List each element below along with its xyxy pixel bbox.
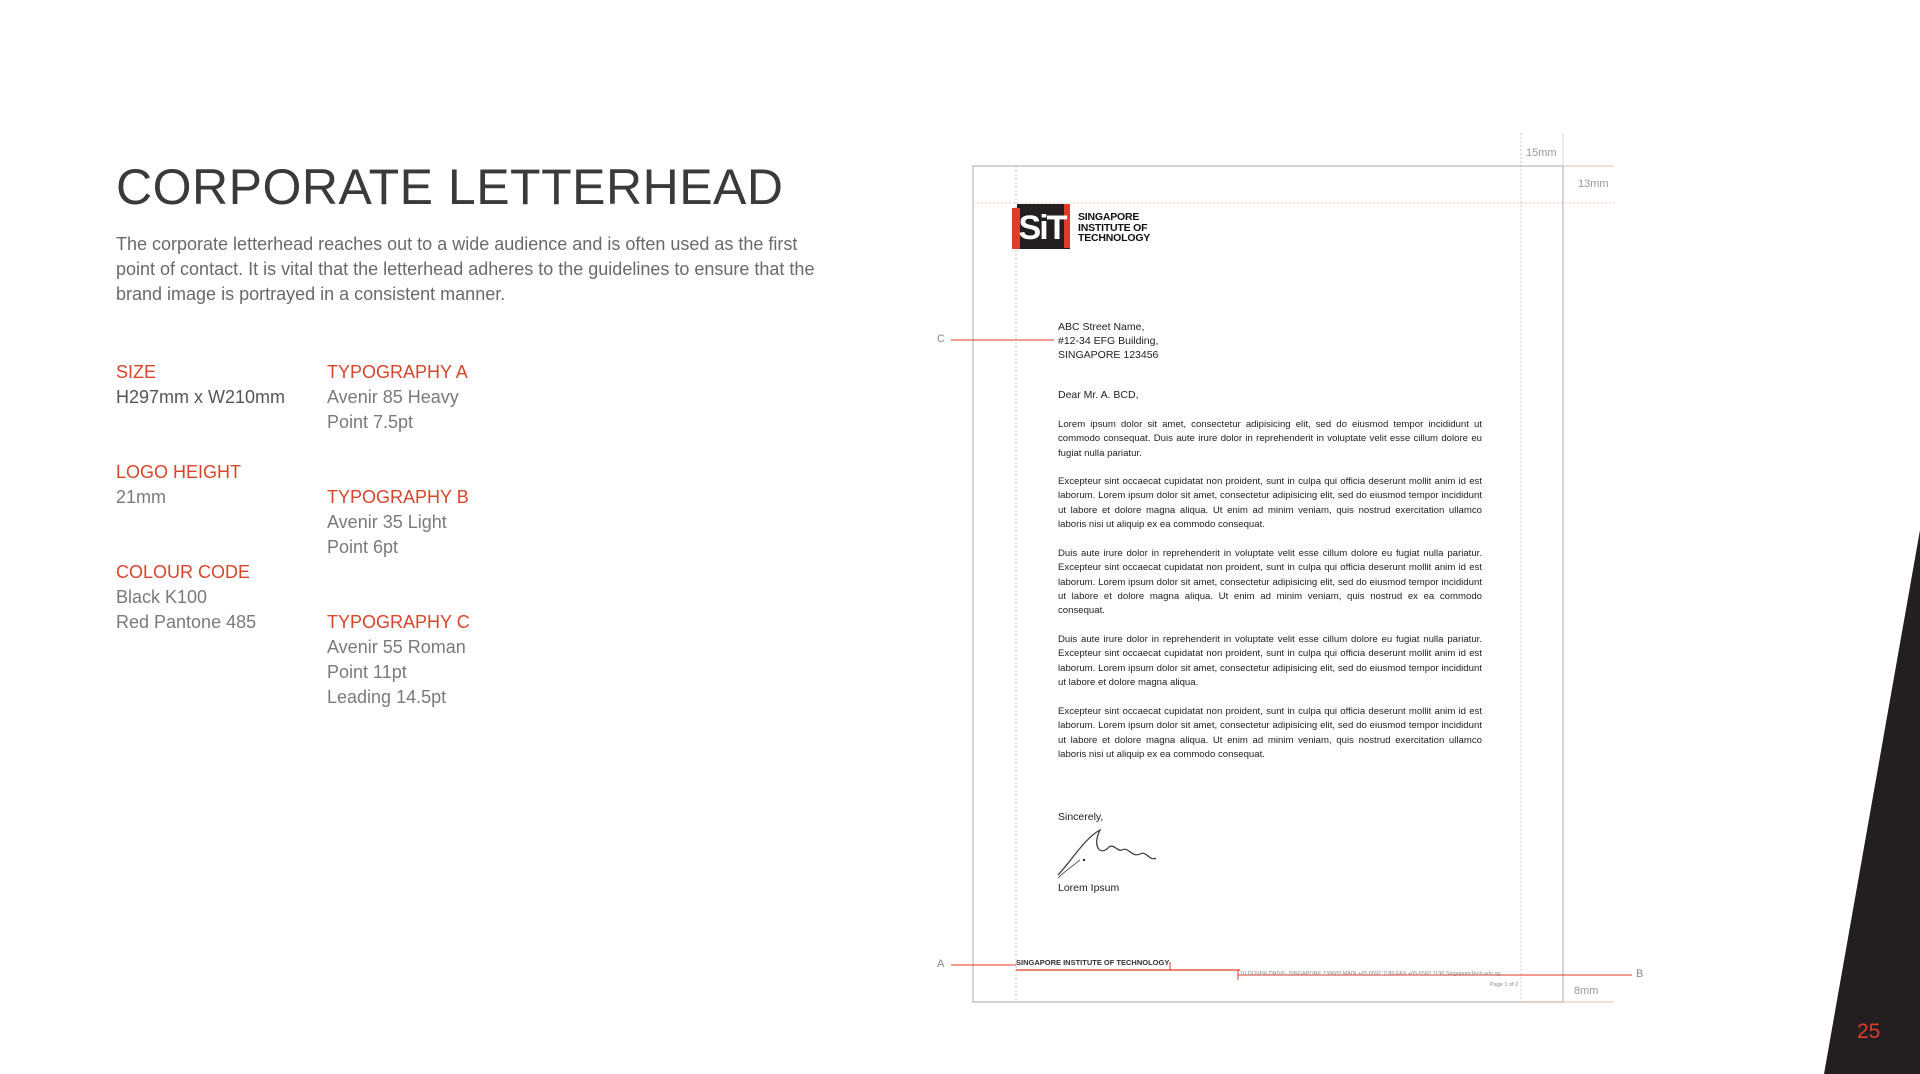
spec-logo-height-value: 21mm [116,487,167,507]
marker-b: B [1636,968,1644,980]
logo-wordmark [1078,212,1150,244]
spec-typography-a-value: Avenir 85 Heavy [327,387,459,407]
logo-wordmark-line: TECHNOLOGY [1078,232,1151,244]
marker-a: A [937,958,945,970]
letter-paragraph: Duis aute irure dolor in reprehenderit in voluptate velit esse cillum dolore eu fugiat nulla pariatur. Excepteur sint occaecat cupidatat non proident, sunt in culpa qui officia deserunt mollit anim id est laborum. Lorem ipsum dolor sit amet, consectetur adipisicing elit, sed do eiusmod tempor incididunt ut labore et dolore magna aliqua. Ut enim ad minim veniam, quis nostrud ex ea commodo consequat. [1058,548,1482,617]
footer-address: 10 DOVER DRIVE, SINGAPORE 138683 MAIN +65 6592 1189 FAX +65 6592 1190 SingaporeTech.edu.sg [1240,971,1501,977]
spec-typography-c-value: Leading 14.5pt [327,687,447,707]
letter-paragraph: Excepteur sint occaecat cupidatat non proident, sunt in culpa qui officia deserunt mollit anim id est laborum. Lorem ipsum dolor sit amet, consectetur adipisicing elit, sed do eiusmod tempor incididunt ut labore et dolore magna aliqua. Ut enim ad minim veniam, quis nostrud exercitation ullamco laboris nisi ut aliquip ex ea commodo consequat. [1058,476,1482,530]
spec-typography-a-value: Point 7.5pt [327,412,414,432]
logo-mark: SiT [1018,209,1066,247]
logo-wordmark-line: INSTITUTE OF [1078,221,1148,234]
spec-typography-c-value: Point 11pt [327,662,407,682]
spec-typography-a-label: TYPOGRAPHY A [327,362,468,382]
slide-number: 25 [1857,1020,1881,1043]
closing: Sincerely, [1058,811,1104,823]
spec-colour-code-value: Black K100 [116,587,208,607]
spec-typography-b-value: Point 6pt [327,537,399,557]
spec-size-value: H297mm x W210mm [116,387,286,407]
page-title: CORPORATE LETTERHEAD [116,159,784,215]
logo-wordmark-line: SINGAPORE [1078,211,1140,223]
letter-paragraph: Lorem ipsum dolor sit amet, consectetur adipisicing elit, sed do eiusmod tempor incididunt ut commodo consequat. Duis aute irure dolor in reprehenderit in voluptate velit esse cillum dolore eu fugiat nulla pariatur. [1058,419,1482,459]
intro-paragraph: The corporate letterhead reaches out to a wide audience and is often used as the first point of contact. It is vital that the letterhead adheres to the guidelines to ensure that the brand image is portrayed in a consistent manner. [116,234,815,304]
spec-typography-c-value: Avenir 55 Roman [327,637,466,657]
signatory-name: Lorem Ipsum [1058,882,1120,894]
letter-paragraph: Excepteur sint occaecat cupidatat non proident, sunt in culpa qui officia deserunt mollit anim id est laborum. Lorem ipsum dolor sit amet, consectetur adipisicing elit, sed do eiusmod tempor incididunt ut labore et dolore magna aliqua. Ut enim ad minim veniam, quis nostrud exercitation ullamco laboris nisi ut aliquip ex ea commodo consequat. [1058,706,1482,760]
spec-typography-b-label: TYPOGRAPHY B [327,487,469,507]
top-margin-label: 15mm [1526,147,1557,159]
sit-logo [1012,203,1072,250]
header-margin-label: 13mm [1578,178,1609,190]
decorative-wedge [1824,530,1920,1074]
spec-colour-code-value: Red Pantone 485 [116,612,257,632]
spec-typography-c-label: TYPOGRAPHY C [327,612,470,632]
address-line: SINGAPORE 123456 [1058,349,1159,361]
address-line: ABC Street Name, [1058,321,1145,333]
spec-typography-b-value: Avenir 35 Light [327,512,447,532]
address-line: #12-34 EFG Building, [1058,335,1159,347]
recipient-address [1058,320,1158,362]
letter-paragraph: Duis aute irure dolor in reprehenderit in voluptate velit esse cillum dolore eu fugiat nulla pariatur. Excepteur sint occaecat cupidatat non proident, sunt in culpa qui officia deserunt mollit anim id est laborum. Lorem ipsum dolor sit amet, consectetur adipisicing elit, sed do eiusmod tempor incididunt ut labore et dolore magna aliqua. [1058,634,1482,688]
marker-c: C [937,333,945,345]
footer-institution-name: SINGAPORE INSTITUTE OF TECHNOLOGY [1016,958,1170,967]
signature-dot [1083,859,1085,861]
spec-colour-code-label: COLOUR CODE [116,562,251,582]
signature-scribble [1058,830,1156,875]
page-count: Page 1 of 2 [1490,982,1519,988]
spec-logo-height-label: LOGO HEIGHT [116,462,242,482]
bottom-margin-label: 8mm [1574,985,1599,997]
salutation: Dear Mr. A. BCD, [1058,389,1139,401]
spec-size-label: SIZE [116,362,157,382]
